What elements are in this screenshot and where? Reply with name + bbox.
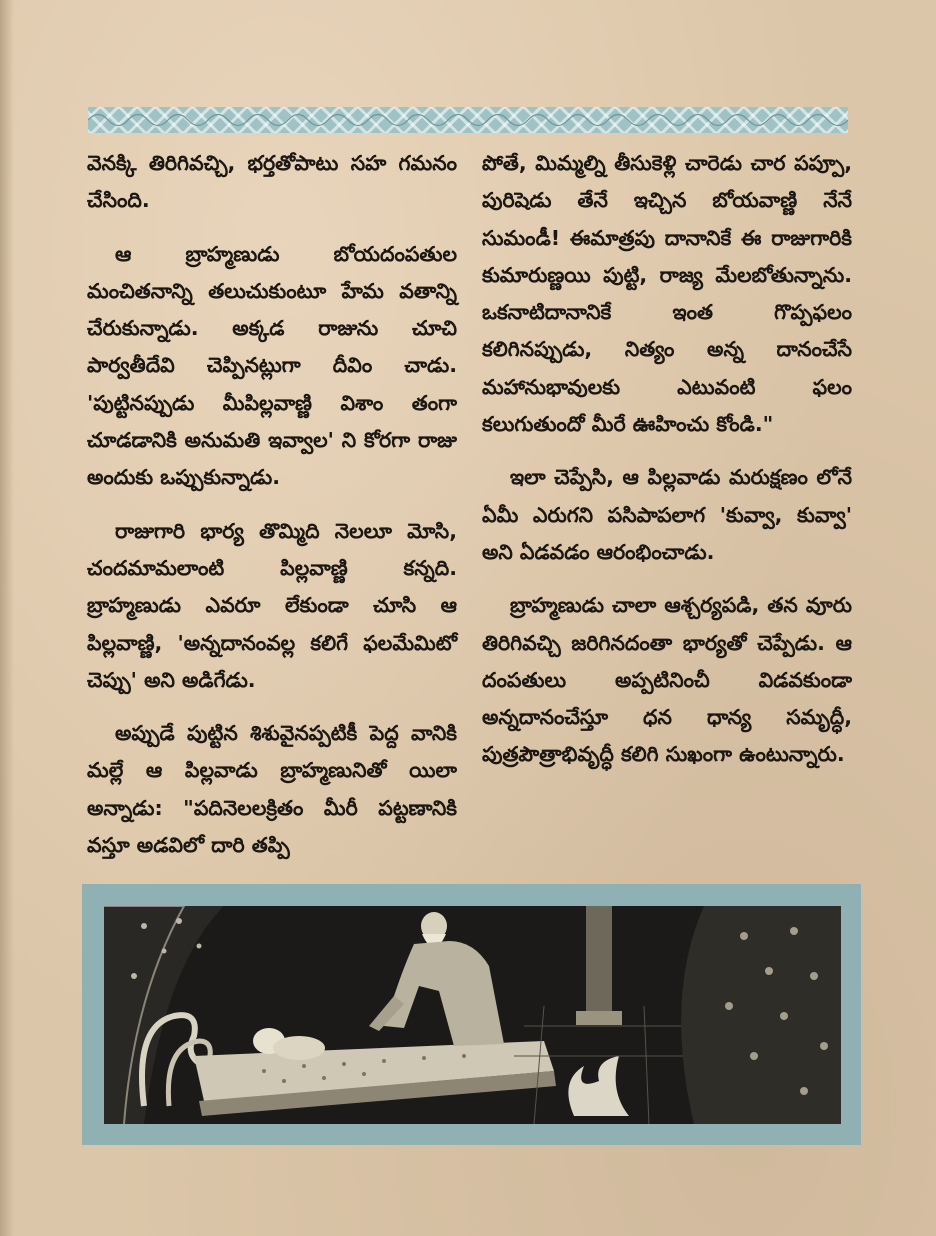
paragraph: పోతే, మిమ్మల్ని తీసుకెళ్లి చారెడు చార పప్పూ, పురిషెడు తేనే ఇచ్చిన బోయవాణ్ణి నేనే సుమండీ! ఈమాత్రపు దానానికే ఈ రాజుగారికి కుమారుణ్ణయి పుట్టి, రాజ్య మేలబోతున్నాను. ఒకనాటిదానానికే ఇంత గొప్పఫలం కలిగినప్పుడు, నిత్యం అన్న దానంచేసే మహానుభావులకు ఎటువంటి ఫలం కలుగుతుందో మీరే ఊహించు కోండి." — [482, 151, 852, 437]
paragraph: ఆ బ్రాహ్మణుడు బోయదంపతుల మంచితనాన్ని తలుచుకుంటూ హేమ వతాన్ని చేరుకున్నాడు. అక్కడ రాజును చూచి పార్వతీదేవి చెప్పినట్లుగా దీవిం చాడు. 'పుట్టినప్పుడు మీపిల్లవాణ్ణి విశాం తంగా చూడడానికి అనుమతి ఇవ్వాల' ని కోరగా రాజు అందుకు ఒప్పుకున్నాడు. — [87, 241, 457, 490]
illustration-frame — [82, 884, 861, 1145]
paragraph: బ్రాహ్మణుడు చాలా ఆశ్చర్యపడి, తన వూరు తిరిగివచ్చి జరిగినదంతా భార్యతో చెప్పేడు. ఆ దంపతులు అప్పటినించీ విడవకుండా అన్నదానంచేస్తూ ధన ధాన్య సమృద్ధీ, పుత్రపౌత్రాభివృద్ధీ కలిగి సుఖంగా ఉంటున్నారు. — [482, 593, 852, 767]
page-binding-edge — [0, 0, 14, 1236]
left-text-column — [87, 145, 457, 880]
paragraph: రాజుగారి భార్య తొమ్మిది నెలలూ మోసి, చందమామలాంటి పిల్లవాణ్ణి కన్నది. బ్రాహ్మణుడు ఎవరూ లేకుండా చూసి ఆ పిల్లవాణ్ణి, 'అన్నదానంవల్ల కలిగే ఫలమేమిటో చెప్పు' అని అడిగేడు. — [87, 518, 457, 692]
illustration-newborn-on-bed — [104, 906, 841, 1124]
right-text-column — [482, 145, 852, 790]
decorative-border — [88, 107, 848, 133]
bedroom-scene-icon — [104, 906, 841, 1124]
paragraph: వెనక్కి తిరిగివచ్చి, భర్తతోపాటు సహ గమనం చేసింది. — [87, 151, 457, 213]
paragraph: ఇలా చెప్పేసి, ఆ పిల్లవాడు మరుక్షణం లోనే ఏమీ ఎరుగని పసిపాపలాగ 'కువ్వా, కువ్వా' అని ఏడవడం ఆరంభించాడు. — [482, 465, 852, 564]
paragraph: అప్పుడే పుట్టిన శిశువైనప్పటికీ పెద్ద వానికి మల్లే ఆ పిల్లవాడు బ్రాహ్మణునితో యిలా అన్నాడు: "పదినెలలక్రితం మీరీ పట్టణానికి వస్తూ అడవిలో దారి తప్పి — [87, 721, 457, 858]
border-motif-icon — [88, 107, 848, 133]
